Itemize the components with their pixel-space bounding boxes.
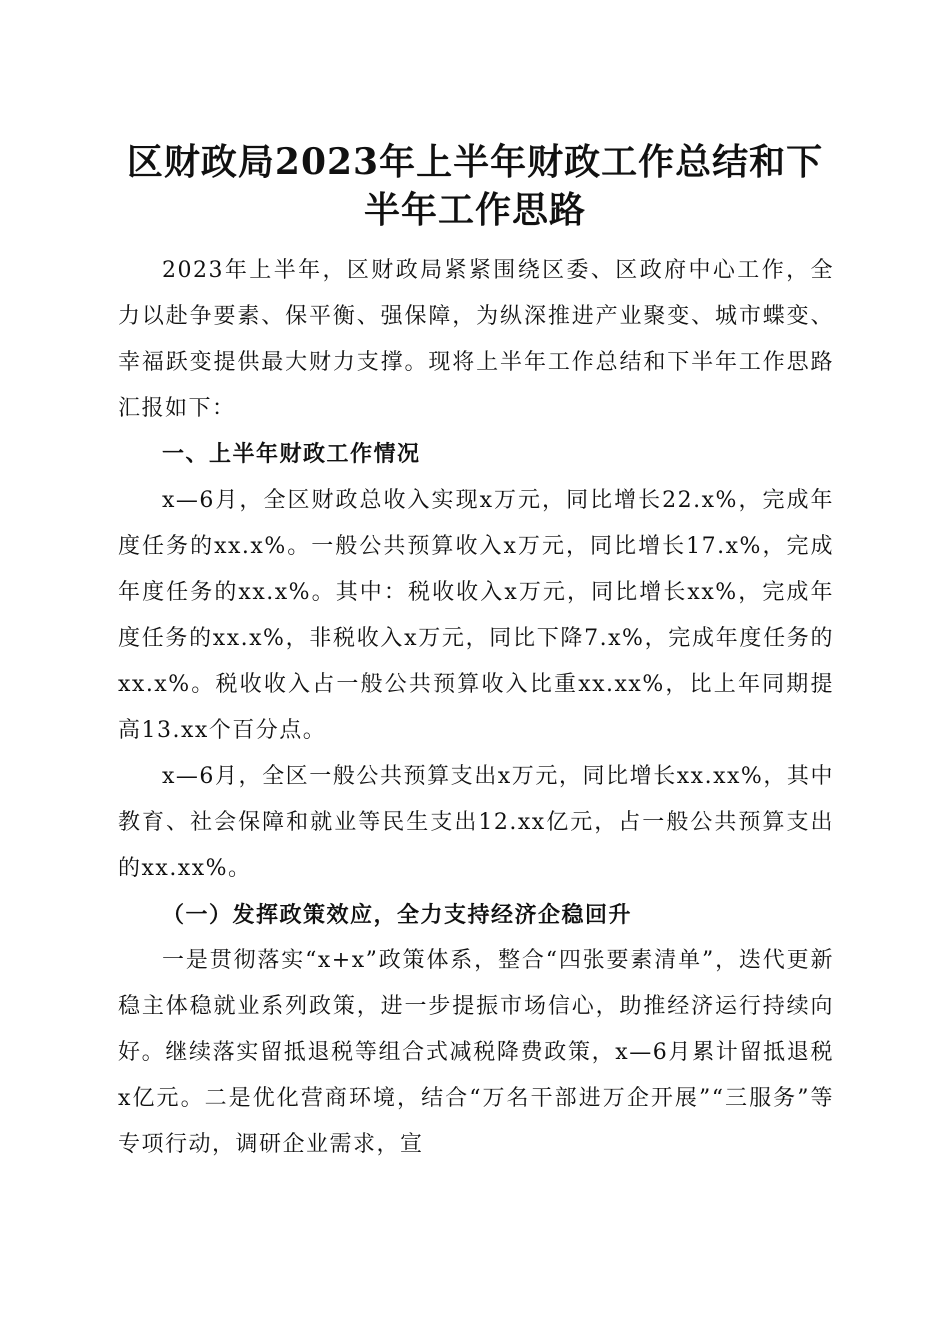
section-heading-1: 一、上半年财政工作情况 — [162, 442, 421, 467]
expenditure-paragraph: x—6月，全区一般公共预算支出x万元，同比增长xx.xx%，其中教育、社会保障和就业等民生支出12.xx亿元，占一般公共预算支出的xx.xx%。 — [118, 764, 834, 881]
subsection-heading-1: （一）发挥政策效应，全力支持经济企稳回升 — [162, 902, 633, 928]
policy-paragraph: 一是贯彻落实“x+x”政策体系，整合“四张要素清单”，迭代更新稳主体稳就业系列政策，进一步提振市场信心，助推经济运行持续向好。继续落实留抵退税等组合式减税降费政策，x—6月累计留抵退税x亿元。二是优化营商环境，结合“万名干部进万企开展”“三服务”等专项行动，调研企业需求，宣 — [118, 948, 834, 1157]
document-body — [118, 248, 834, 1168]
revenue-paragraph: x—6月，全区财政总收入实现x万元，同比增长22.x%，完成年度任务的xx.x%。一般公共预算收入x万元，同比增长17.x%，完成年度任务的xx.x%。其中：税收收入x万元，同比增长xx%，完成年度任务的xx.x%，非税收入x万元，同比下降7.x%，完成年度任务的xx.x%。税收收入占一般公共预算收入比重xx.xx%，比上年同期提高13.xx个百分点。 — [118, 488, 834, 743]
document-title: 区财政局2023年上半年财政工作总结和下半年工作思路 — [126, 141, 824, 231]
intro-paragraph: 2023年上半年，区财政局紧紧围绕区委、区政府中心工作，全力以赴争要素、保平衡、强保障，为纵深推进产业聚变、城市蝶变、幸福跃变提供最大财力支撑。现将上半年工作总结和下半年工作思路汇报如下： — [118, 258, 834, 421]
